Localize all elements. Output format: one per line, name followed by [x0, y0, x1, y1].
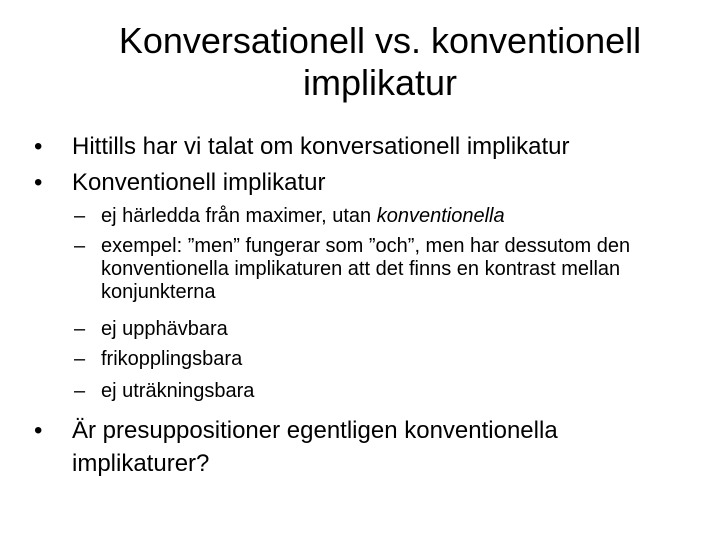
bullet-item	[34, 130, 684, 163]
slide-title-line-2: implikatur	[302, 62, 458, 103]
slide-title-line-1: Konversationell vs. konventionell	[118, 20, 642, 61]
sub-bullet-text-italic: konventionella	[376, 205, 505, 227]
bullet-text: Är presuppositioner egentligen konventionella implikaturer?	[72, 417, 558, 477]
dash-marker-icon: –	[74, 318, 86, 340]
dash-marker-icon: –	[74, 235, 86, 257]
dash-marker-icon: –	[74, 205, 86, 227]
sub-bullet-item	[74, 318, 674, 341]
sub-bullet-text-plain: ej härledda från maximer, utan	[101, 205, 377, 227]
dash-marker-icon: –	[74, 380, 86, 402]
sub-bullet-item	[74, 235, 649, 304]
bullet-text: Konventionell implikatur	[72, 169, 326, 196]
sub-bullet-text: ej uträkningsbara	[101, 380, 255, 402]
bullet-marker-icon: •	[34, 417, 43, 444]
bullet-item	[34, 414, 654, 480]
bullet-item	[34, 166, 684, 199]
dash-marker-icon: –	[74, 348, 86, 370]
bullet-text: Hittills har vi talat om konversationell implikatur	[72, 133, 570, 160]
sub-bullet-item	[74, 380, 674, 403]
sub-bullet-text	[101, 205, 674, 228]
sub-bullet-item	[74, 205, 674, 228]
bullet-marker-icon: •	[34, 133, 43, 160]
sub-bullet-item	[74, 348, 674, 371]
sub-bullet-text: frikopplingsbara	[101, 348, 243, 370]
sub-bullet-text: exempel: ”men” fungerar som ”och”, men har dessutom den konventionella implikaturen att det finns en kontrast mellan konjunkterna	[101, 235, 631, 303]
sub-bullet-text: ej upphävbara	[101, 318, 228, 340]
bullet-marker-icon: •	[34, 169, 43, 196]
